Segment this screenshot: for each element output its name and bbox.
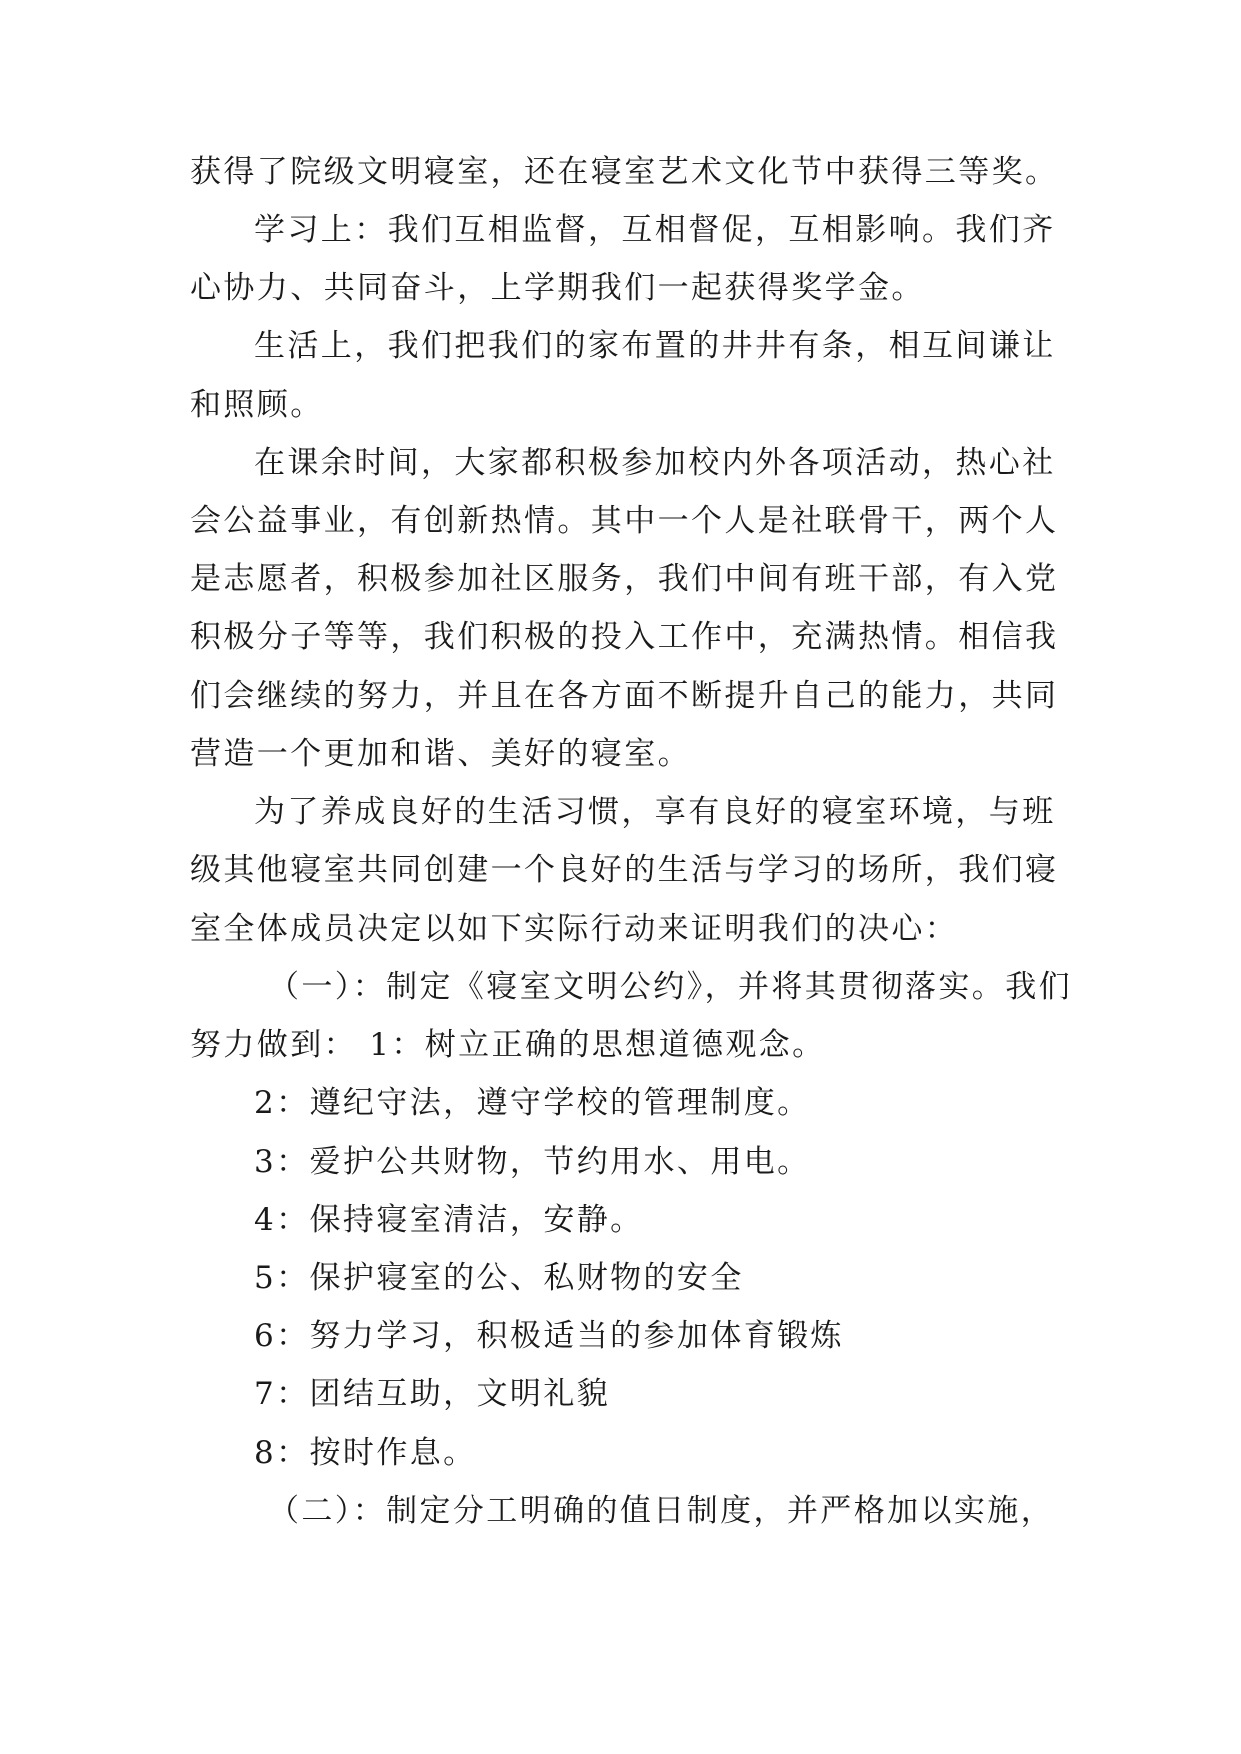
text-line-12: 为了养成良好的生活习惯，享有良好的寝室环境，与班 [254, 794, 1056, 830]
text-line-22: 7：团结互助，文明礼貌 [254, 1376, 611, 1412]
text-line-11: 营造一个更加和谐、美好的寝室。 [190, 736, 691, 772]
text-line-13: 级其他寝室共同创建一个良好的生活与学习的场所，我们寝 [190, 852, 1059, 888]
text-line-3: 心协力、共同奋斗，上学期我们一起获得奖学金。 [190, 270, 925, 306]
text-line-10: 们会继续的努力，并且在各方面不断提升自己的能力，共同 [190, 678, 1059, 714]
text-line-23: 8：按时作息。 [254, 1435, 477, 1471]
text-line-2: 学习上：我们互相监督，互相督促，互相影响。我们齐 [254, 212, 1056, 248]
text-line-5: 和照顾。 [190, 387, 324, 423]
text-line-24: （二）：制定分工明确的值日制度，并严格加以实施， [268, 1493, 1055, 1529]
text-line-8: 是志愿者，积极参加社区服务，我们中间有班干部，有入党 [190, 561, 1059, 597]
text-line-9: 积极分子等等，我们积极的投入工作中，充满热情。相信我 [190, 619, 1059, 655]
text-line-21: 6：努力学习，积极适当的参加体育锻炼 [254, 1318, 844, 1354]
text-line-17: 2：遵纪守法，遵守学校的管理制度。 [254, 1085, 811, 1121]
text-line-16: 努力做到： 1：树立正确的思想道德观念。 [190, 1027, 826, 1063]
text-line-7: 会公益事业，有创新热情。其中一个人是社联骨干，两个人 [190, 503, 1059, 539]
text-line-6: 在课余时间，大家都积极参加校内外各项活动，热心社 [254, 445, 1056, 481]
text-line-14: 室全体成员决定以如下实际行动来证明我们的决心： [190, 911, 959, 947]
text-line-1: 获得了院级文明寝室，还在寝室艺术文化节中获得三等奖。 [190, 154, 1059, 190]
text-line-18: 3：爱护公共财物，节约用水、用电。 [254, 1144, 811, 1180]
text-line-19: 4：保持寝室清洁，安静。 [254, 1202, 644, 1238]
text-line-4: 生活上，我们把我们的家布置的井井有条，相互间谦让 [254, 328, 1056, 364]
text-line-20: 5：保护寝室的公、私财物的安全 [254, 1260, 744, 1296]
text-line-15: （一）：制定《寝室文明公约》，并将其贯彻落实。我们 [268, 969, 1072, 1005]
